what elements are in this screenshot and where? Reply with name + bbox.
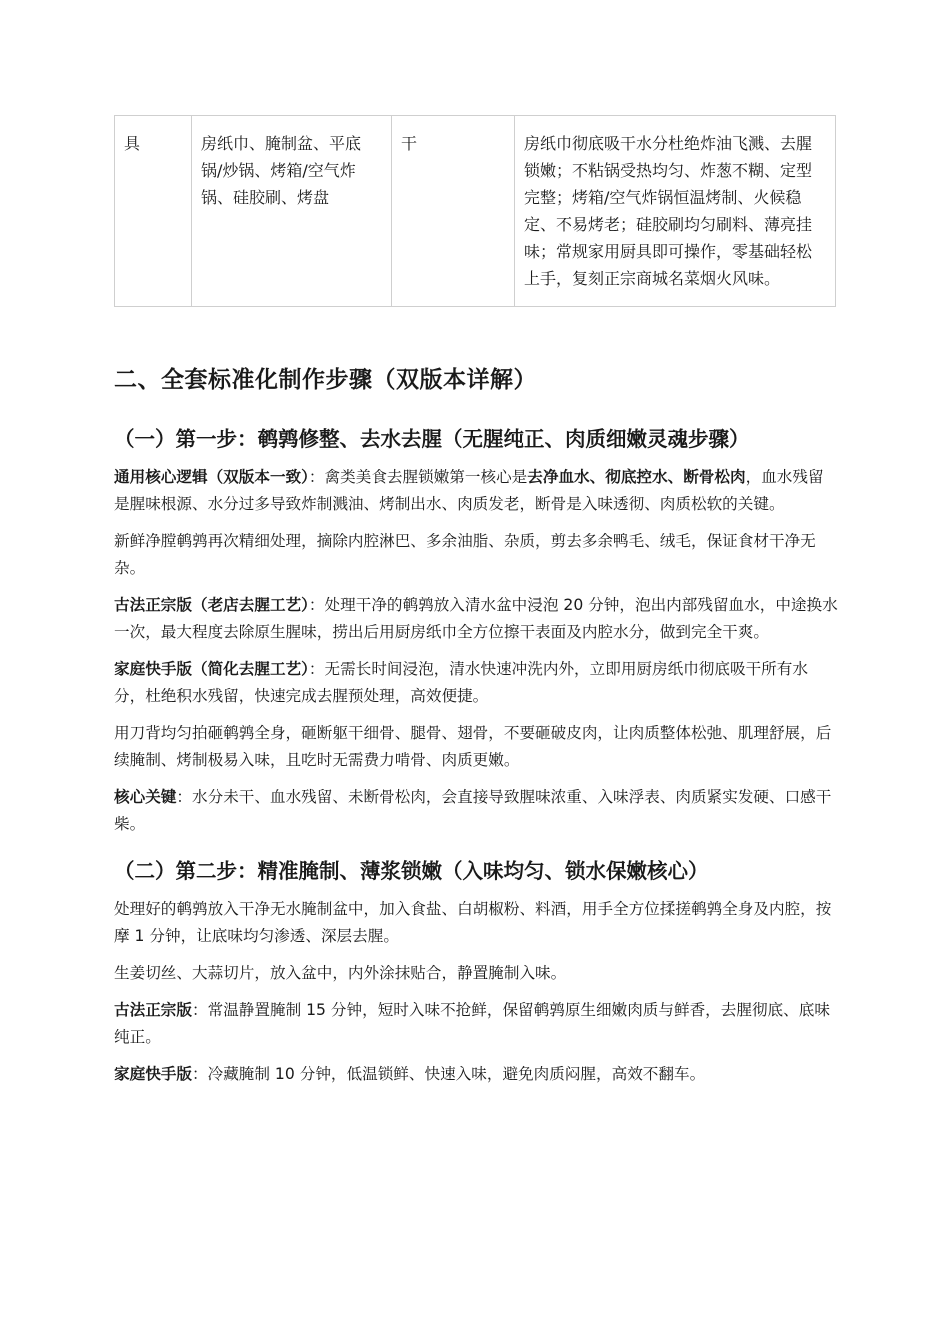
label-separator: ： xyxy=(191,1001,208,1019)
paragraph-label: 家庭快手版 xyxy=(114,1065,192,1083)
paragraph-text: 水分未干、血水残留、未断骨松肉，会直接导致腥味浓重、入味浮表、肉质紧实发硬、口感干柴。 xyxy=(114,788,832,833)
tools-table xyxy=(114,115,836,307)
paragraph-label: 通用核心逻辑（双版本一致） xyxy=(114,468,309,486)
paragraph-label: 核心关键 xyxy=(114,788,177,806)
table-cell-category: 具 xyxy=(115,116,192,307)
paragraph-emphasis: 去净血水、彻底控水、断骨松肉 xyxy=(527,468,746,486)
label-separator: ： xyxy=(191,1065,208,1083)
paragraph-label: 古法正宗版（老店去腥工艺） xyxy=(114,596,309,614)
paragraph-text: 禽类美食去腥锁嫩第一核心是 xyxy=(324,468,528,486)
step1-paragraph-clean: 新鲜净膛鹌鹑再次精细处理，摘除内腔淋巴、多余油脂、杂质，剪去多余鸭毛、绒毛，保证食材干净无杂。 xyxy=(114,532,816,577)
step1-paragraph-logic xyxy=(114,464,838,518)
step2-paragraph-marinate: 处理好的鹌鹑放入干净无水腌制盆中，加入食盐、白胡椒粉、料酒，用手全方位揉搓鹌鹑全身及内腔，按摩 1 分钟，让底味均匀渗透、深层去腥。 xyxy=(114,900,832,945)
paragraph-label: 古法正宗版 xyxy=(114,1001,192,1019)
main-content xyxy=(114,360,838,1098)
table-row xyxy=(115,116,836,307)
step2-paragraph-home xyxy=(114,1061,838,1088)
table-cell-requirement: 干 xyxy=(392,116,515,307)
step2-paragraph-classic xyxy=(114,997,838,1051)
paragraph-text: 无需长时间浸泡，清水快速冲洗内外，立即用厨房纸巾彻底吸干所有水分，杜绝积水残留，快速完成去腥预处理，高效便捷。 xyxy=(114,660,808,705)
paragraph-label: 家庭快手版（简化去腥工艺） xyxy=(114,660,309,678)
step1-paragraph-bone: 用刀背均匀拍砸鹌鹑全身，砸断躯干细骨、腿骨、翅骨，不要砸破皮肉，让肉质整体松弛、肌理舒展，后续腌制、烤制极易入味，且吃时无需费力啃骨、肉质更嫩。 xyxy=(114,724,832,769)
label-separator: ： xyxy=(308,660,325,678)
label-separator: ： xyxy=(308,468,325,486)
step1-paragraph-classic xyxy=(114,592,838,646)
paragraph-text: 常温静置腌制 15 分钟，短时入味不抢鲜，保留鹌鹑原生细嫩肉质与鲜香，去腥彻底、底味纯正。 xyxy=(114,1001,830,1046)
label-separator: ： xyxy=(308,596,325,614)
step1-paragraph-home xyxy=(114,656,838,710)
table-cell-purpose: 房纸巾彻底吸干水分杜绝炸油飞溅、去腥锁嫩；不粘锅受热均匀、炸葱不糊、定型完整；烤箱/空气炸锅恒温烤制、火候稳定、不易烤老；硅胶刷均匀刷料、薄亮挂味；常规家用厨具即可操作，零基础轻松上手，复刻正宗商城名菜烟火风味。 xyxy=(515,116,836,307)
paragraph-text: 处理干净的鹌鹑放入清水盆中浸泡 20 分钟，泡出内部残留血水，中途换水一次，最大程度去除原生腥味，捞出后用厨房纸巾全方位擦干表面及内腔水分，做到完全干爽。 xyxy=(114,596,838,641)
step2-paragraph-aromatics: 生姜切丝、大蒜切片，放入盆中，内外涂抹贴合，静置腌制入味。 xyxy=(114,964,567,982)
step1-paragraph-key xyxy=(114,784,838,838)
paragraph-text: ，血水残留是腥味根源、水分过多导致炸制溅油、烤制出水、肉质发老，断骨是入味透彻、肉质松软的关键。 xyxy=(114,468,824,513)
step2-heading: （二）第二步：精准腌制、薄浆锁嫩（入味均匀、锁水保嫩核心） xyxy=(114,859,709,883)
table-cell-tools: 房纸巾、腌制盆、平底锅/炒锅、烤箱/空气炸锅、硅胶刷、烤盘 xyxy=(192,116,392,307)
paragraph-text: 冷藏腌制 10 分钟，低温锁鲜、快速入味，避免肉质闷腥，高效不翻车。 xyxy=(207,1065,706,1083)
section-heading: 二、全套标准化制作步骤（双版本详解） xyxy=(114,367,537,393)
step1-heading: （一）第一步：鹌鹑修整、去水去腥（无腥纯正、肉质细嫩灵魂步骤） xyxy=(114,427,750,451)
label-separator: ： xyxy=(176,788,192,806)
